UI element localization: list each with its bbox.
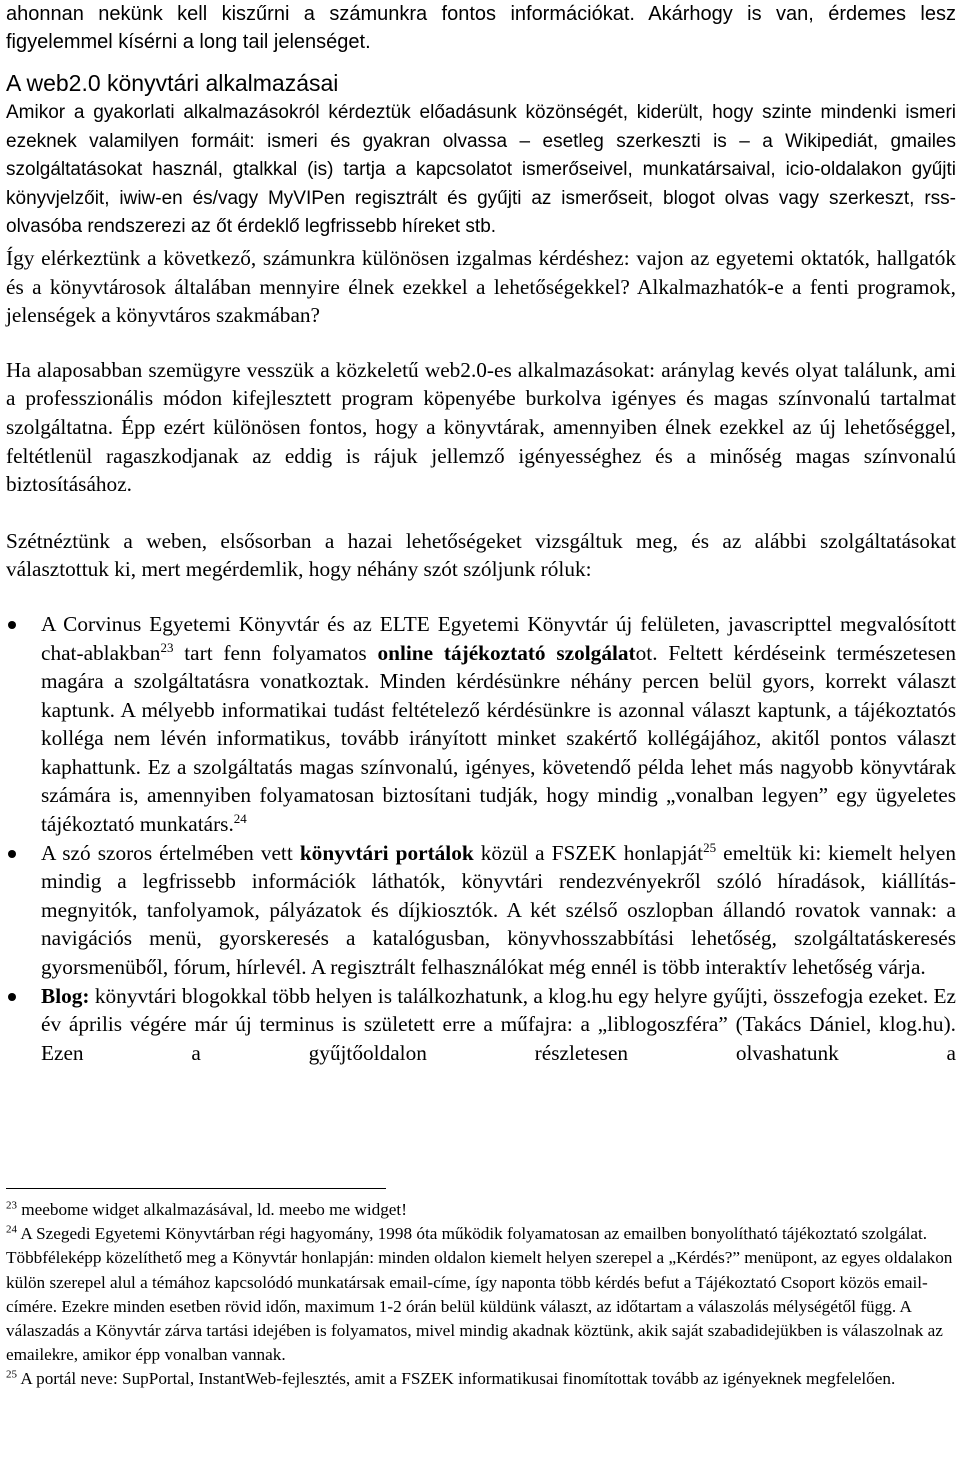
spacer <box>6 330 956 356</box>
footnote-text: meebome widget alkalmazásával, ld. meebo me widget! <box>17 1200 407 1219</box>
bullet-icon <box>8 993 16 1001</box>
intro-paragraph: ahonnan nekünk kell kiszűrni a számunkra fontos információkat. Akárhogy is van, érdemes lesz figyelemmel kísérni a long tail jelenséget. <box>6 3 956 53</box>
bullet-text: ot. Feltett kérdéseink természetesen magára a szolgáltatásra vonatkoztak. Minden kérdésünkre néhány percen belül gyors, korrekt választ kaptunk. A mélyebb informatikai tudást feltételező kérdésünkre is azonnal választ kaptunk, a tájékoztatós kolléga nem lévén informatikus, tovább irányított minket szakértő kollégájához, akitől pontos választ kaphattunk. Ez a szolgáltatás magas színvonalú, igényes, követendő példa lehet más nagyobb könyvtárak számára is, amennyiben folyamatosan biztosítani tudják, hogy mindig „vonalban legyen” egy ügyeletes tájékoztató munkatárs. <box>41 640 956 837</box>
bold-term: online tájékoztató szolgálat <box>377 640 636 665</box>
footnote-divider <box>6 1188 386 1189</box>
bullet-text: A szó szoros értelmében vett <box>41 840 300 865</box>
bullet-text: emeltük ki: kiemelt helyen mindig a legfrissebb információk láthatók, könyvtári rendezvényekről szóló híradások, kiállítás-megnyitók, tanfolyamok, pályázatok és díjkiosztók. A két szélső oszlopban állandó rovatok vannak: a navigációs menü, gyorskeresés a katalógusban, könyvhosszabbítási lehetőség, szolgáltatáskeresés gyorsmenüből, fórum, hírlevél. A regisztrált felhasználókat még ennél is több interaktív lehetőség várja. <box>41 840 957 980</box>
list-item <box>6 610 956 839</box>
bold-term: könyvtári portálok <box>299 840 474 865</box>
bullet-icon <box>8 850 16 858</box>
question-paragraph: Így elérkeztünk a következő, számunkra különösen izgalmas kérdéshez: vajon az egyetemi oktatók, hallgatók és a könyvtárosok általában mennyire élnek ezekkel a lehetőségekkel? Alkalmazhatók-e a fenti programok, jelenségek a könyvtáros szakmában? <box>6 245 956 328</box>
bullet-text: A Corvinus Egyetemi Könyvtár és az ELTE Egyetemi Könyvtár új felületen, javascripttel megvalósított chat-ablakban <box>41 611 956 665</box>
web20-paragraph: Ha alaposabban szemügyre vesszük a közkeletű web2.0-es alkalmazásokat: aránylag kevés olyat találunk, ami a professzionális módon kifejlesztett program köpenyébe burkolva igényes és magas színvonalú tartalmat szolgáltatna. Épp ezért különösen fontos, hogy a könyvtárak, amennyiben élnek ezekkel az új lehetőséggel, feltétlenül ragaszkodjanak az eddig is rájuk jellemző igényességhez és a minőség magas színvonalú biztosításához. <box>6 357 956 497</box>
footnote-text: A portál neve: SupPortal, InstantWeb-fejlesztés, amit a FSZEK informatikusai finomítottak tovább az igényeknek megfelelően. <box>17 1369 896 1389</box>
footnote-ref: 24 <box>233 810 247 826</box>
document-page <box>6 0 957 1389</box>
footnote-text: A Szegedi Egyetemi Könyvtárban régi hagyomány, 1998 óta működik folyamatosan az emailben bonyolítható tájékoztató szolgálat. Többféleképp közelíthető meg a Könyvtár honlapján: minden oldalon kiemelt helyen szerepel a „Kérdés?” menüpont, az egyes oldalakon külön szerepel alul a témához kapcsolódó munkatársak email-címe, így naponta több kérdés befut a Tájékoztató Csoport közös email-címére. Ezekre minden esetben rövid időn, maximum 1-2 órán belül küldünk választ, az időtartam a válaszolás mélységétől függ. A válaszadás a Könyvtár zárva tartási idejében is folyamatos, mivel mindig akadnak köztünk, akik saját szabadidejükben is válaszolnak az emailekre, amikor épp vonalban vannak. <box>6 1224 953 1365</box>
search-paragraph: Szétnéztünk a weben, elsősorban a hazai lehetőségeket vizsgáltuk meg, és az alábbi szolgáltatásokat választottuk ki, mert megérdemlik, hogy néhány szót szóljunk róluk: <box>6 528 956 582</box>
spacer <box>6 584 956 610</box>
section-heading: A web2.0 könyvtári alkalmazásai <box>6 70 339 96</box>
footnote-ref: 25 <box>703 839 717 855</box>
footnote-ref: 23 <box>160 639 174 655</box>
list-item <box>6 982 956 1068</box>
footnote-number: 25 <box>6 1368 17 1381</box>
spacer <box>6 499 956 527</box>
footnote-number: 23 <box>6 1199 17 1212</box>
bullet-icon <box>8 621 16 629</box>
bullet-text: könyvtári blogokkal több helyen is találkozhatunk, a klog.hu egy helyre gyűjti, összefogja ezeket. Ez év április végére már új terminus is született erre a műfajra: a „liblogoszféra” (Takács Dániel, klog.hu). Ezen a gyűjtőoldalon részletesen olvashatunk a <box>41 983 956 1065</box>
footnote-number: 24 <box>6 1223 17 1236</box>
bullet-text: tart fenn folyamatos <box>173 640 378 665</box>
footnote-24 <box>6 1222 956 1367</box>
footnote-25 <box>6 1367 956 1391</box>
services-list <box>6 610 956 1068</box>
footnotes <box>6 1198 956 1392</box>
footnote-23 <box>6 1198 956 1222</box>
list-item <box>6 839 956 982</box>
usage-paragraph: Amikor a gyakorlati alkalmazásokról kérdeztük előadásunk közönségét, kiderült, hogy szinte mindenki ismeri ezeknek valamilyen formáit: ismeri és gyakran olvassa – esetleg szerkeszti is – a Wikipediát, gmailes szolgáltatásokat használ, gtalkkal (is) tartja a kapcsolatot ismerőseivel, munkatársaival, icio-oldalakon gyűjti könyvjelzőit, iwiw-en és/vagy MyVIPen regisztrált és gyűjti az ismerőseit, blogot olvas vagy szerkeszt, rss-olvasóba rendszerezi az őt érdeklő legfrissebb híreket stb. <box>6 102 956 238</box>
bold-term: Blog: <box>41 983 90 1008</box>
bullet-text: közül a FSZEK honlapját <box>473 840 704 865</box>
